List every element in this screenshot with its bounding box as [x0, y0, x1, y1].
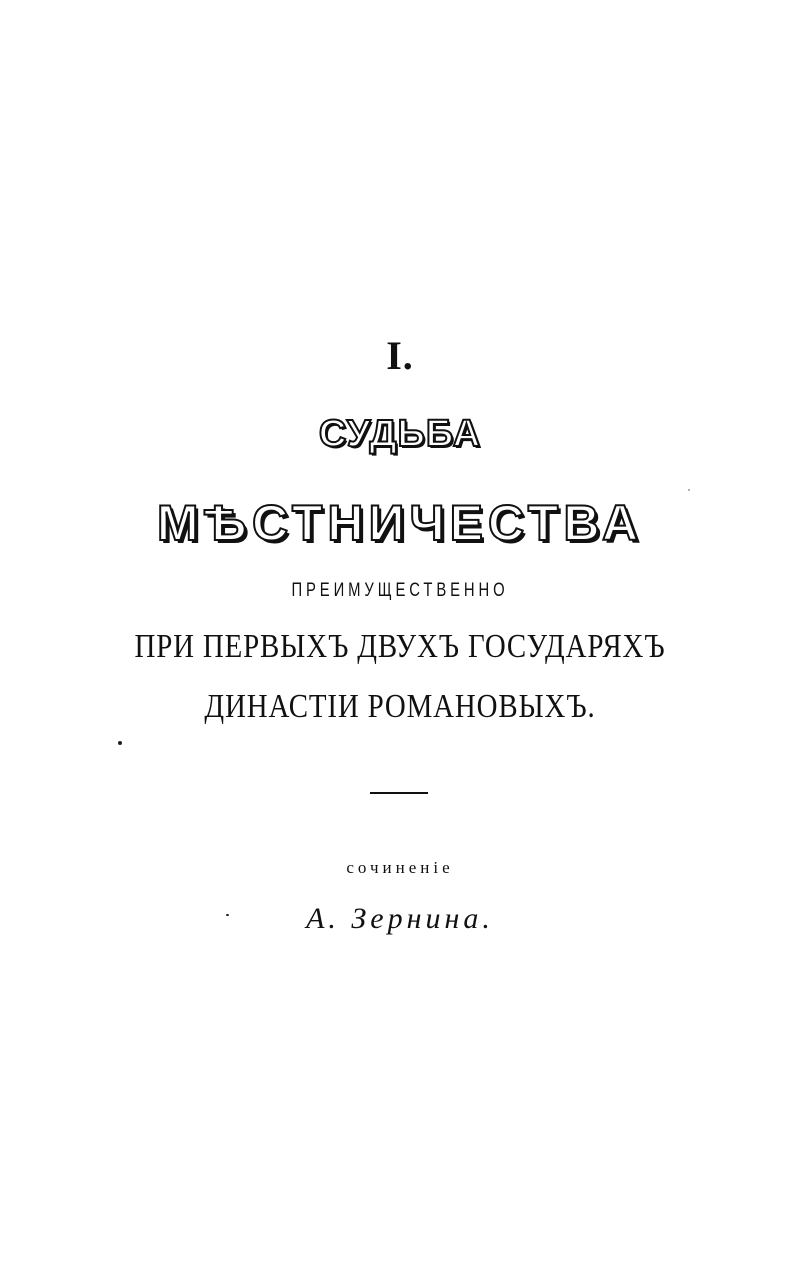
- work-label: сочиненіе: [346, 858, 454, 877]
- title-line-2: МѢСТНИЧЕСТВА: [156, 495, 644, 551]
- subtitle-line-2: ДИНАСТІИ РОМАНОВЫХЪ.: [204, 688, 596, 725]
- ink-speck: [118, 741, 122, 745]
- ink-speck: [688, 489, 690, 491]
- divider-rule: [370, 792, 428, 794]
- subtitle-line-1: ПРИ ПЕРВЫХЪ ДВУХЪ ГОСУДАРЯХЪ: [134, 628, 666, 665]
- ink-speck: [226, 914, 229, 916]
- subtitle-small: ПРЕИМУЩЕСТВЕННО: [291, 580, 509, 601]
- author-name: А. Зернина.: [306, 902, 494, 935]
- title-line-1: СУДЬБА: [318, 413, 482, 455]
- part-number: I.: [386, 333, 414, 378]
